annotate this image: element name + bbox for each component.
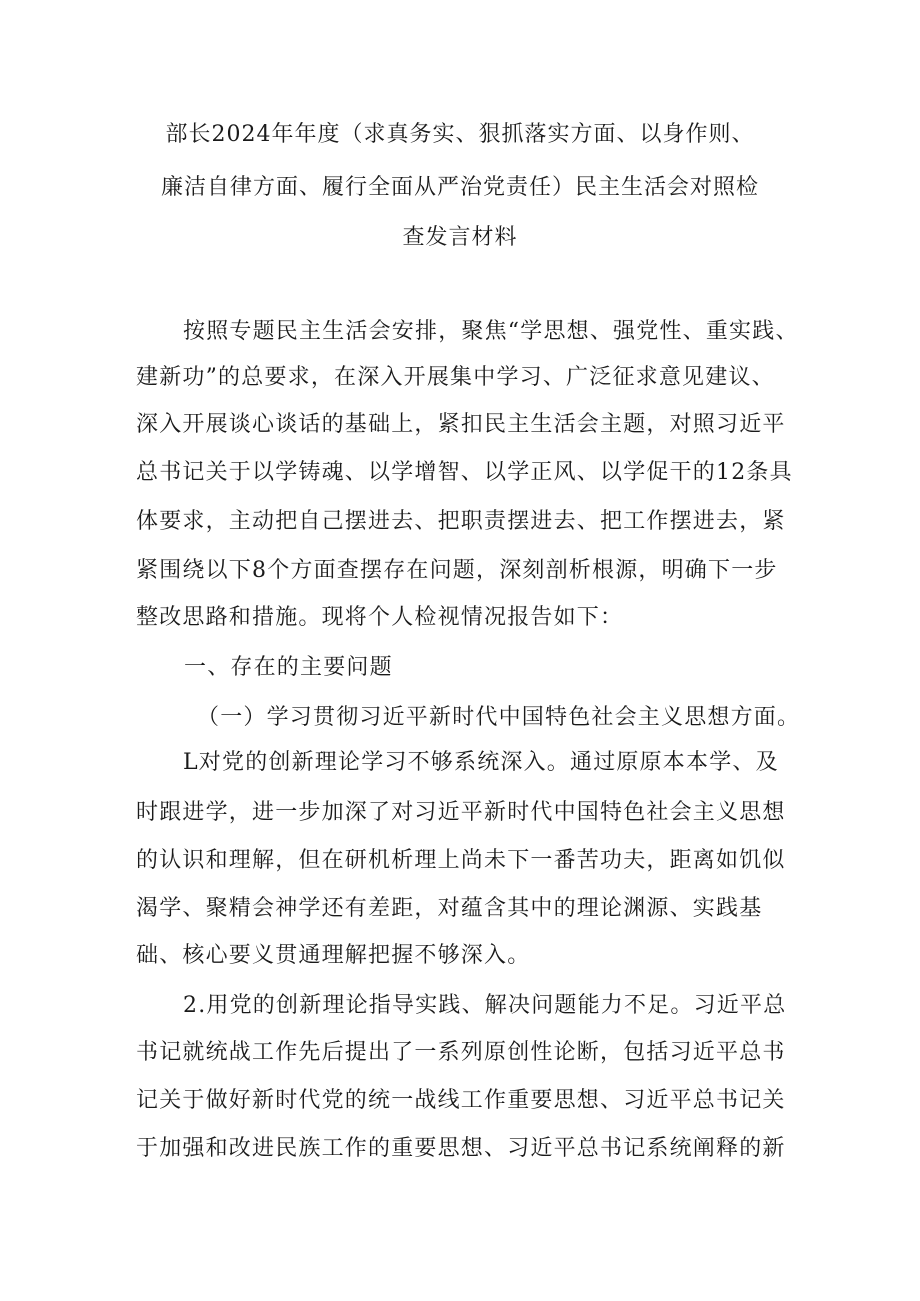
intro-paragraph-line: 深入开展谈心谈话的基础上，紧扣民主生活会主题，对照习近平 <box>136 412 786 437</box>
item2-paragraph-line: 记关于做好新时代党的统一战线工作重要思想、习近平总书记关 <box>136 1088 786 1113</box>
intro-paragraph-line: 整改思路和措施。现将个人检视情况报告如下： <box>136 605 624 630</box>
item1-paragraph-line: 渴学、聚精会神学还有差距，对蕴含其中的理论渊源、实践基 <box>136 896 763 921</box>
item1-paragraph-line: 时跟进学，进一步加深了对习近平新时代中国特色社会主义思想 <box>136 800 786 825</box>
intro-paragraph-line: 紧围绕以下8个方面查摆存在问题，深刻剖析根源，明确下一步 <box>136 558 778 583</box>
item1-paragraph-line: 础、核心要义贯通理解把握不够深入。 <box>136 943 531 968</box>
item2-paragraph-line: 书记就统战工作先后提出了一系列原创性论断，包括习近平总书 <box>136 1040 786 1065</box>
item2-paragraph-line: 于加强和改进民族工作的重要思想、习近平总书记系统阐释的新 <box>136 1136 786 1161</box>
section-heading-main-problems: 一、存在的主要问题 <box>184 655 393 680</box>
item1-paragraph-line: L对党的创新理论学习不够系统深入。通过原原本本学、及 <box>183 750 779 775</box>
intro-paragraph-line: 按照专题民主生活会安排，聚焦“学思想、强党性、重实践、 <box>183 319 799 344</box>
item1-paragraph-line: 的认识和理解，但在研机析理上尚未下一番苦功夫，距离如饥似 <box>136 848 786 873</box>
document-title-line-3: 查发言材料 <box>402 225 518 250</box>
intro-paragraph-line: 体要求，主动把自己摆进去、把职责摆进去、把工作摆进去，紧 <box>136 509 786 534</box>
intro-paragraph-line: 建新功”的总要求，在深入开展集中学习、广泛征求意见建议、 <box>136 365 775 390</box>
document-title-line-2: 廉洁自律方面、履行全面从严治党责任）民主生活会对照检 <box>160 175 759 200</box>
subsection-heading-study: （一）学习贯彻习近平新时代中国特色社会主义思想方面。 <box>197 705 801 730</box>
document-title-line-1: 部长2024年年度（求真务实、狠抓落实方面、以身作则、 <box>165 122 755 147</box>
intro-paragraph-line: 总书记关于以学铸魂、以学增智、以学正风、以学促干的12条具 <box>136 460 793 485</box>
item2-paragraph-line: 2.用党的创新理论指导实践、解决问题能力不足。习近平总 <box>183 993 787 1018</box>
